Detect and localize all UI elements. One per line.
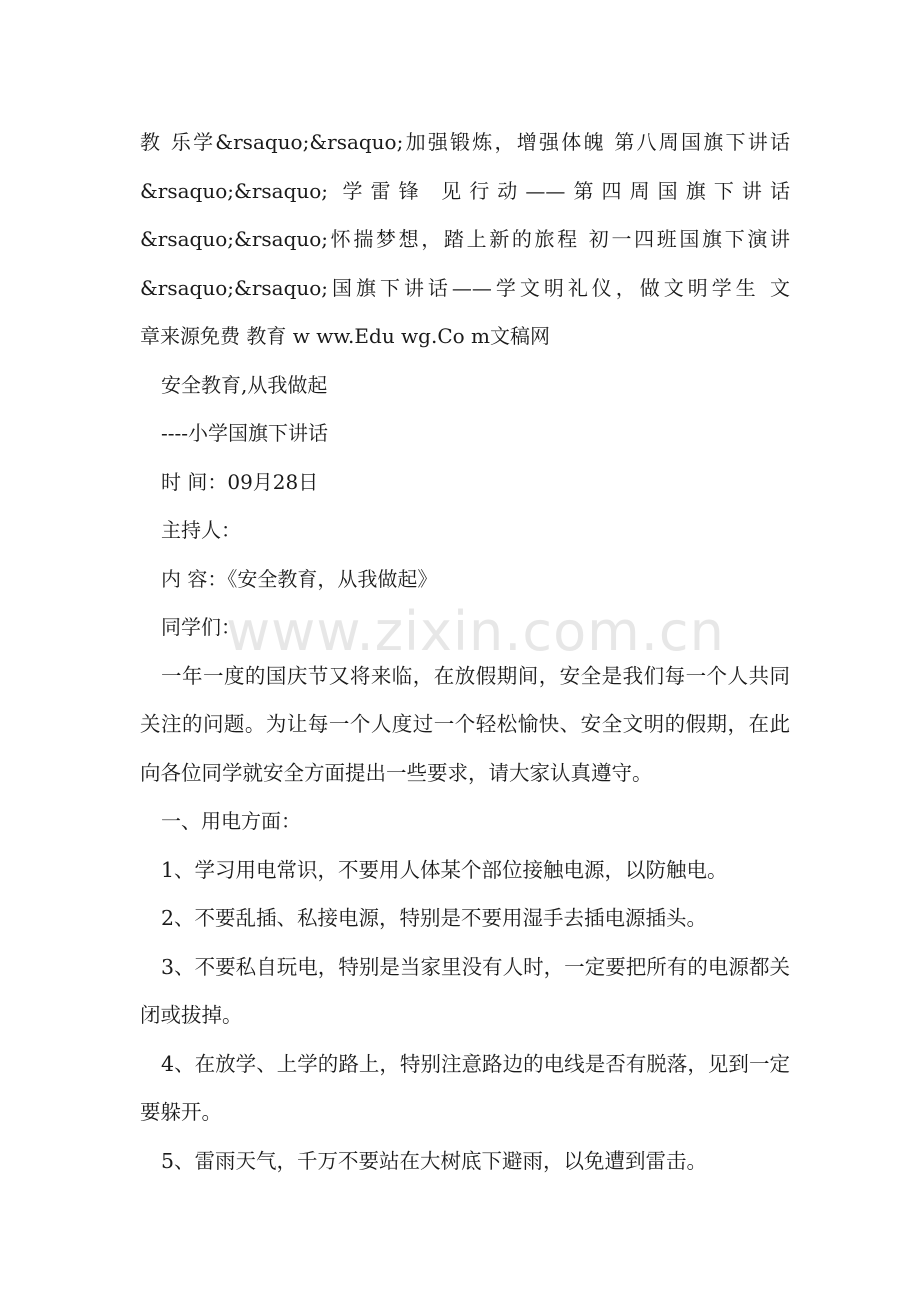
header-line-4: &rsaquo;&rsaquo;国旗下讲话——学文明礼仪，做文明学生 文 xyxy=(140,275,790,300)
document-subtitle: ----小学国旗下讲话 xyxy=(161,421,329,445)
section-heading: 一、用电方面： xyxy=(161,809,301,833)
header-line-1: 教 乐学&rsaquo;&rsaquo;加强锻炼，增强体魄 第八周国旗下讲话 xyxy=(140,130,790,154)
list-item: 1、学习用电常识，不要用人体某个部位接触电源，以防触电。 xyxy=(161,857,728,882)
watermark: www.zixin.com.cn xyxy=(226,600,725,663)
greeting: 同学们： xyxy=(161,615,241,639)
header-line-3: &rsaquo;&rsaquo;怀揣梦想，踏上新的旅程 初一四班国旗下演讲 xyxy=(140,227,790,251)
header-line-2: &rsaquo;&rsaquo; 学雷锋 见行动——第四周国旗下讲话 xyxy=(140,178,790,203)
meta-content: 内 容：《安全教育，从我做起》 xyxy=(161,566,438,591)
list-item: 3、不要私自玩电，特别是当家里没有人时，一定要把所有的电源都关闭或拔掉。 xyxy=(140,954,790,1027)
document-title: 安全教育,从我做起 xyxy=(161,372,328,397)
meta-time: 时 间：09月28日 xyxy=(161,469,319,494)
list-item: 4、在放学、上学的路上，特别注意路边的电线是否有脱落，见到一定要躲开。 xyxy=(140,1051,790,1124)
header-line-5: 章来源免费 教育 w ww.Edu wg.Co m文稿网 xyxy=(140,324,550,348)
meta-host: 主持人： xyxy=(161,518,241,542)
list-item: 2、不要乱插、私接电源，特别是不要用湿手去插电源插头。 xyxy=(161,906,708,930)
list-item: 5、雷雨天气，千万不要站在大树底下避雨，以免遭到雷击。 xyxy=(161,1148,708,1173)
intro-paragraph: 一年一度的国庆节又将来临，在放假期间，安全是我们每一个人共同关注的问题。为让每一个人度过一个轻松愉快、安全文明的假期，在此向各位同学就安全方面提出一些要求，请大家认真遵守。 xyxy=(140,663,790,785)
